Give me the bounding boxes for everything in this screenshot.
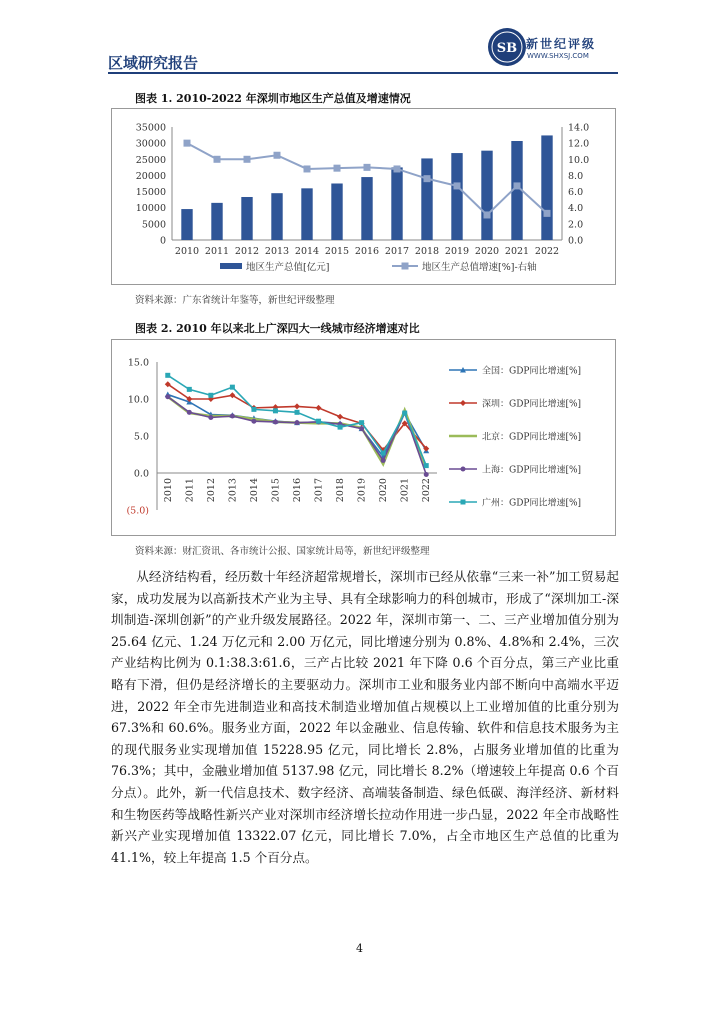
x-tick-label: 2015 — [270, 478, 282, 503]
x-tick-label: 2012 — [234, 246, 260, 257]
x-tick-label: 2010 — [162, 478, 174, 503]
series-point — [208, 393, 213, 398]
series-point — [208, 415, 213, 420]
bar — [331, 183, 342, 240]
legend-label-line: 地区生产总值增速[%]-右轴 — [422, 262, 537, 273]
x-tick-label: 2017 — [313, 478, 325, 503]
series-point — [251, 407, 256, 412]
series-point — [316, 405, 322, 411]
x-tick-label: 2020 — [474, 246, 500, 257]
y-left-tick-label: 0 — [159, 235, 166, 247]
body-paragraph: 从经济结构看，经历数十年经济超常规增长，深圳市已经从依靠“三来一补”加工贸易起家，成功发展为以高新技术产业为主导、具有全球影响力的科创城市，形成了“深圳加工-深圳制造-深圳创新”的产业升级发展路径。2022 年，深圳市第一、二、三产业增加值分别为 25.64 亿元、1.24 万亿元和 2.00 万亿元，同比增速分别为 0.8%、4.8%和 2.4%，三次产业结构比例为 0.1:38.3:61.6，三产占比较 2021 年下降 0.6 个百分点，第三产业比重略有下滑，但仍是经济增长的主要驱动力。深圳市工业和服务业内部不断向中高端水平迈进，2022 年全市先进制造业和高技术制造业增加值占规模以上工业增加值的比重分别为 67.3%和 60.6%。服务业方面，2022 年以金融业、信息传输、软件和信息技术服务为主的现代服务业实现增加值 15228.95 亿元，同比增长 2.8%，占服务业增加值的比重为 76.3%；其中，金融业增加值 5137.98 亿元，同比增长 8.2%（增速较上年提高 0.6 个百分点）。此外，新一代信息技术、数字经济、高端装备制造、绿色低碳、海洋经济、新材料和生物医药等战略性新兴产业对深圳市经济增长拉动作用进一步凸显，2022 年全市战略性新兴产业实现增加值 13322.07 亿元，同比增长 7.0%，占全市地区生产总值的比重为 41.1%，较上年提高 1.5 个百分点。 — [111, 569, 619, 865]
y-left-tick-label: 5000 — [141, 219, 166, 231]
bar — [541, 135, 552, 240]
growth-point — [274, 152, 281, 159]
page-number: 4 — [356, 942, 363, 955]
bar — [241, 197, 252, 240]
series-point — [381, 451, 386, 456]
bar — [391, 167, 402, 240]
series-point — [338, 425, 343, 430]
growth-point — [484, 211, 491, 218]
x-tick-label: 2013 — [264, 246, 290, 257]
growth-point — [214, 156, 221, 163]
legend-label: 北京：GDP同比增速[%] — [482, 432, 582, 443]
x-tick-label: 2018 — [335, 478, 347, 503]
growth-point — [454, 182, 461, 189]
y-right-tick-label: 12.0 — [568, 138, 590, 150]
x-tick-label: 2015 — [324, 246, 350, 257]
series-point — [316, 419, 321, 424]
x-tick-label: 2019 — [444, 246, 470, 257]
series-point — [359, 426, 364, 431]
x-tick-label: 2016 — [354, 246, 380, 257]
x-tick-label: 2020 — [378, 478, 390, 503]
growth-point — [544, 210, 551, 217]
x-tick-label: 2021 — [399, 478, 411, 503]
series-point — [165, 373, 170, 378]
bar — [451, 153, 462, 240]
x-tick-label: 2014 — [294, 246, 320, 257]
figure2-title: 图表 2. 2010 年以来北上广深四大一线城市经济增速对比 — [135, 322, 420, 335]
legend-marker — [460, 400, 466, 406]
y-left-tick-label: 10000 — [135, 203, 166, 215]
y-right-tick-label: 0.0 — [568, 235, 584, 247]
growth-point — [184, 140, 191, 147]
y-right-tick-label: 14.0 — [568, 122, 590, 134]
y-left-tick-label: 15000 — [135, 187, 166, 199]
legend-marker — [461, 467, 466, 472]
legend-swatch-bar — [220, 263, 242, 269]
logo-name: 新世纪评级 — [526, 37, 597, 51]
y-tick-label: 0.0 — [133, 468, 149, 480]
figure2-chart-frame — [111, 339, 616, 536]
x-tick-label: 2013 — [227, 478, 239, 503]
growth-point — [514, 182, 521, 189]
y-right-tick-label: 2.0 — [568, 219, 584, 231]
growth-point — [424, 175, 431, 182]
x-tick-label: 2022 — [534, 246, 560, 257]
series-point — [251, 419, 256, 424]
y-left-tick-label: 25000 — [135, 154, 166, 166]
logo-mark: SB — [496, 41, 518, 56]
figure1-source: 资料来源：广东省统计年鉴等，新世纪评级整理 — [135, 295, 335, 306]
legend-label: 广州：GDP同比增速[%] — [482, 498, 582, 509]
series-point — [359, 420, 364, 425]
bar — [421, 158, 432, 240]
series-point — [230, 414, 235, 419]
legend-label: 全国：GDP同比增速[%] — [482, 366, 582, 377]
x-tick-label: 2022 — [421, 478, 433, 503]
growth-point — [334, 165, 341, 172]
growth-point — [394, 165, 401, 172]
figure2-source: 资料来源：财汇资讯、各市统计公报、国家统计局等，新世纪评级整理 — [135, 546, 430, 557]
y-right-tick-label: 4.0 — [568, 203, 584, 215]
x-tick-label: 2010 — [174, 246, 200, 257]
series-point — [381, 458, 386, 463]
series-point — [165, 394, 170, 399]
growth-point — [364, 164, 371, 171]
series-point — [187, 387, 192, 392]
growth-point — [244, 156, 251, 163]
figure1-chart-frame — [111, 108, 616, 285]
x-tick-label: 2011 — [204, 246, 230, 257]
series-point — [294, 403, 300, 409]
legend-marker — [461, 500, 466, 505]
series-point — [337, 414, 343, 420]
bar — [181, 209, 192, 240]
report-section-title: 区域研究报告 — [108, 54, 199, 72]
x-tick-label: 2014 — [248, 478, 260, 503]
bar — [271, 193, 282, 240]
header-divider — [108, 72, 618, 74]
y-left-tick-label: 35000 — [135, 122, 166, 134]
bar — [211, 203, 222, 240]
series-point — [295, 410, 300, 415]
legend-label: 上海：GDP同比增速[%] — [482, 465, 582, 476]
series-point — [187, 410, 192, 415]
series-point — [424, 472, 429, 477]
y-right-tick-label: 8.0 — [568, 170, 584, 182]
x-tick-label: 2012 — [205, 478, 217, 503]
bar — [301, 188, 312, 240]
x-tick-label: 2018 — [414, 246, 440, 257]
x-tick-label: 2021 — [504, 246, 530, 257]
series-point — [230, 385, 235, 390]
logo-url: WWW.SHXSJ.COM — [527, 52, 589, 60]
x-tick-label: 2017 — [384, 246, 410, 257]
series-point — [273, 419, 278, 424]
y-right-tick-label: 10.0 — [568, 154, 590, 166]
legend-label-bar: 地区生产总值[亿元] — [246, 262, 330, 273]
y-tick-label: 15.0 — [127, 357, 149, 369]
figure1-title: 图表 1. 2010-2022 年深圳市地区生产总值及增速情况 — [135, 92, 411, 105]
x-tick-label: 2019 — [356, 478, 368, 503]
series-point — [273, 408, 278, 413]
y-tick-label: 10.0 — [127, 394, 149, 406]
growth-point — [304, 165, 311, 172]
bar — [481, 151, 492, 240]
legend-marker-line — [402, 263, 409, 270]
x-tick-label: 2016 — [292, 478, 303, 503]
series-point — [424, 463, 429, 468]
legend-label: 深圳：GDP同比增速[%] — [482, 399, 582, 410]
series-point — [402, 411, 407, 416]
y-tick-label: (5.0) — [126, 505, 149, 517]
x-tick-label: 2011 — [184, 478, 196, 503]
bar — [361, 177, 372, 240]
figure2-chart — [112, 340, 615, 535]
figure1-chart — [112, 109, 615, 284]
y-right-tick-label: 6.0 — [568, 187, 584, 199]
y-left-tick-label: 30000 — [135, 138, 166, 150]
y-left-tick-label: 20000 — [135, 170, 166, 182]
y-tick-label: 5.0 — [133, 431, 149, 443]
series-point — [295, 420, 300, 425]
